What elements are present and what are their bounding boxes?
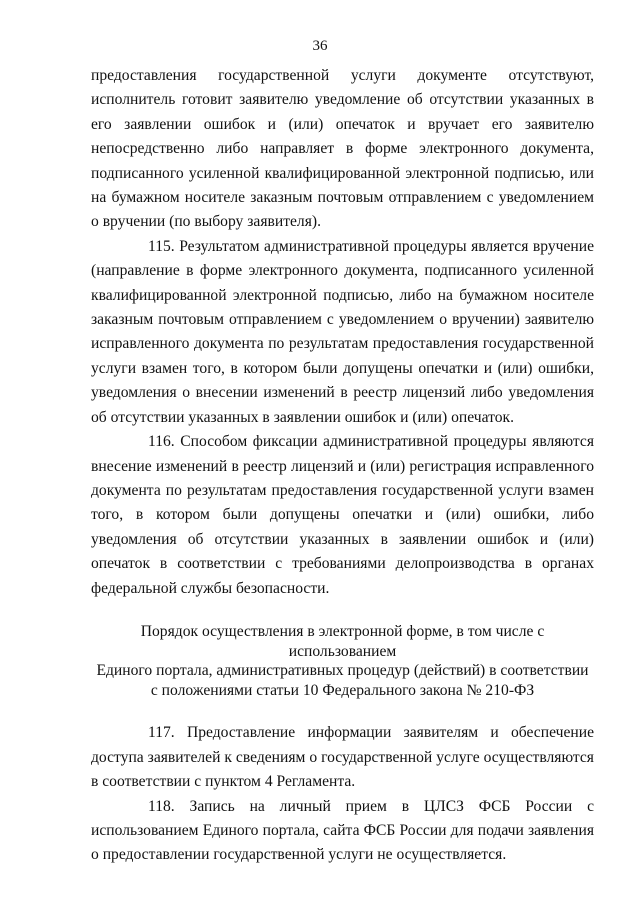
section-body (91, 721, 594, 867)
paragraph-118: 118. Запись на личный прием в ЦЛСЗ ФСБ России с использованием Единого портала, сайта ФСБ России для подачи заявления о предоставлении государственной услуги не осуществляется. (91, 797, 594, 864)
section-heading-line-3: с положениями статьи 10 Федерального закона № 210-ФЗ (150, 681, 535, 699)
paragraph-117: 117. Предоставление информации заявителям и обеспечение доступа заявителей к сведениям о государственной услуге осуществляются в соответствии с пунктом 4 Регламента. (91, 724, 594, 791)
paragraph-115: 115. Результатом административной процедуры является вручение (направление в форме электронного документа, подписанного усиленной квалифицированной электронной подписью, либо на бумажном носителе заказным почтовым отправлением с уведомлением о вручении) заявителю исправленного документа по результатам предоставления государственной услуги взамен того, в котором были допущены опечатки и (или) ошибки, уведомления о внесении изменений в реестр лицензий либо уведомления об отсутствии указанных в заявлении ошибок и (или) опечаток. (91, 237, 594, 426)
section-heading-line-2: Единого портала, административных процедур (действий) в соответствии (96, 662, 589, 680)
page-number: 36 (312, 38, 328, 54)
document-body (91, 64, 594, 868)
paragraph-116: 116. Способом фиксации административной процедуры являются внесение изменений в реестр лицензий и (или) регистрация исправленного документа по результатам предоставления государственной услуги взамен того, в котором были допущены опечатки и (или) ошибки, либо уведомления об отсутствии указанных в заявлении ошибок и (или) опечаток в соответствии с требованиями делопроизводства в органах федеральной службы безопасности. (91, 433, 594, 597)
paragraph-continuation: предоставления государственной услуги документе отсутствуют, исполнитель готовит заявителю уведомление об отсутствии указанных в его заявлении ошибок и (или) опечаток и вручает его заявителю непосредственно либо направляет в форме электронного документа, подписанного усиленной квалифицированной электронной подписью, или на бумажном носителе заказным почтовым отправлением с уведомлением о вручении (по выбору заявителя). (91, 67, 594, 231)
section-heading-line-1: Порядок осуществления в электронной форме, в том числе с использованием (140, 622, 545, 660)
section-heading (91, 622, 594, 700)
